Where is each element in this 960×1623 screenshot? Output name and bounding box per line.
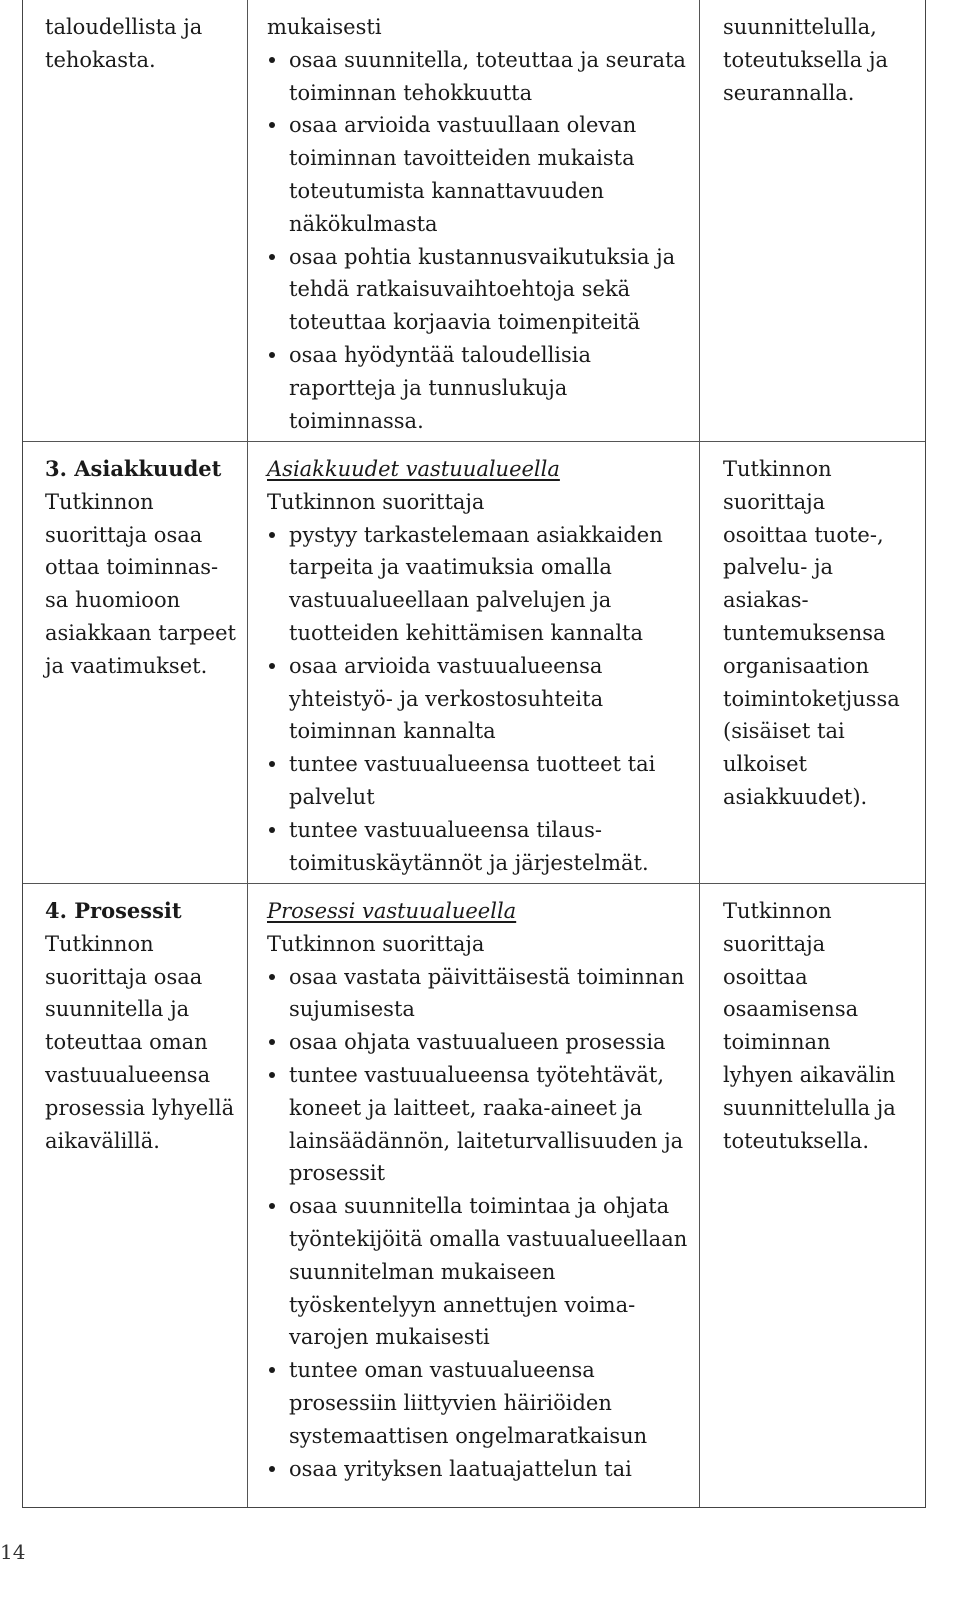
bullet-item [267, 961, 697, 1027]
text-line: Tutkinnon [723, 457, 832, 481]
bullet-text-line: tuntee vastuualueensa tilaus- [289, 817, 603, 842]
row1-col2-bullet-list [267, 44, 697, 438]
competence-table [22, 0, 926, 1508]
row1-col3-cell [723, 11, 923, 109]
bullet-item [267, 814, 697, 880]
bullet-text-line: toiminnan tavoitteiden mukaista [289, 146, 635, 171]
row3-col2-bullet-list [267, 961, 697, 1486]
row3-col2-cell [267, 895, 697, 1485]
column-divider [699, 0, 700, 1507]
text-line: ulkoiset [723, 752, 807, 777]
bullet-text-line: toimituskäytännöt ja järjestelmät. [289, 850, 649, 875]
bullet-text-line: lainsäädännön, laiteturvallisuuden ja [289, 1128, 684, 1153]
bullet-item [267, 1190, 697, 1354]
bullet-text-line: systemaattisen ongelmaratkaisun [289, 1423, 648, 1448]
bullet-item [267, 1453, 697, 1486]
bullet-text-line: raportteja ja tunnuslukuja [289, 375, 568, 400]
row2-col1-text [45, 486, 241, 683]
text-line: Tutkinnon [723, 899, 832, 923]
bullet-text-line: osaa arvioida vastuualueensa [289, 653, 603, 678]
row-divider [23, 883, 925, 884]
section-heading-asiakkuudet: 3. Asiakkuudet [45, 456, 222, 481]
bullet-item [267, 339, 697, 437]
text-line: (sisäiset tai [723, 719, 845, 744]
text-line: asiakkuudet). [723, 784, 868, 809]
bullet-text-line: toiminnan kannalta [289, 719, 496, 744]
bullet-text-line: toteutumista kannattavuuden [289, 178, 604, 203]
text-line: asiakkaan tarpeet [45, 620, 236, 645]
bullet-item [267, 109, 697, 240]
bullet-item [267, 1354, 697, 1452]
bullet-text-line: tuntee vastuualueensa tuotteet tai [289, 752, 656, 777]
text-line: Tutkinnon [45, 489, 154, 514]
bullet-item [267, 650, 697, 748]
text-line: asiakas- [723, 588, 809, 613]
text-line: toteutuksella. [723, 1128, 869, 1153]
bullet-text-line: yhteistyö- ja verkostosuhteita [289, 686, 604, 711]
bullet-text-line: osaa yrityksen laatuajattelun tai [289, 1456, 632, 1481]
section-heading-prosessit: 4. Prosessit [45, 898, 182, 923]
bullet-text-line: työskentelyyn annettujen voima- [289, 1292, 636, 1317]
bullet-item [267, 1059, 697, 1190]
row1-col3-text [723, 11, 923, 109]
text-line: osaamisensa [723, 997, 859, 1022]
bullet-text-line: palvelut [289, 784, 375, 809]
bullet-text-line: osaa ohjata vastuualueen prosessia [289, 1030, 666, 1055]
text-line: suunnitella ja [45, 997, 190, 1022]
text-line: organisaation [723, 653, 870, 678]
bullet-text-line: prosessiin liittyvien häiriöiden [289, 1390, 612, 1415]
row2-col3-cell [723, 453, 923, 814]
text-line: seurannalla. [723, 80, 855, 105]
bullet-text-line: koneet ja laitteet, raaka-aineet ja [289, 1095, 643, 1120]
row1-col2-cell [267, 11, 697, 437]
bullet-text-line: osaa vastata päivittäisestä toiminnan [289, 964, 685, 989]
row3-col3-text [723, 895, 923, 1157]
bullet-text-line: tehdä ratkaisuvaihtoehtoja sekä [289, 277, 631, 302]
bullet-text-line: osaa pohtia kustannusvaikutuksia ja [289, 244, 676, 269]
text-line: toteuttaa oman [45, 1030, 208, 1055]
text-line: vastuualueensa [45, 1062, 211, 1087]
text-line: toimintoketjussa [723, 686, 900, 711]
text-line: suunnittelulla ja [723, 1095, 896, 1120]
text-line: sa huomioon [45, 588, 181, 613]
text-line: suorittaja [723, 489, 826, 514]
bullet-text-line: näkökulmasta [289, 211, 438, 236]
bullet-item [267, 241, 697, 339]
text-line: tehokasta. [45, 47, 156, 72]
row3-col1-cell [45, 895, 241, 1157]
row1-col2-lead [267, 11, 697, 44]
text-line: prosessia lyhyellä [45, 1095, 235, 1120]
bullet-text-line: tuntee oman vastuualueensa [289, 1358, 595, 1383]
bullet-text-line: vastuualueellaan palvelujen ja [289, 588, 612, 613]
column-divider [247, 0, 248, 1507]
row2-col1-cell [45, 453, 241, 683]
bullet-item [267, 748, 697, 814]
bullet-text-line: tuotteiden kehittämisen kannalta [289, 620, 644, 645]
bullet-text-line: työntekijöitä omalla vastuualueellaan [289, 1226, 688, 1251]
row-divider [23, 441, 925, 442]
row1-col1-text [45, 11, 241, 77]
bullet-item [267, 44, 697, 110]
row3-col3-cell [723, 895, 923, 1157]
text-line: Tutkinnon [45, 931, 154, 956]
bullet-text-line: varojen mukaisesti [289, 1325, 490, 1350]
text-line: ja vaatimukset. [45, 653, 208, 678]
subheading-prosessi-vastuualueella: Prosessi vastuualueella [267, 899, 517, 923]
row2-col2-cell [267, 453, 697, 879]
row2-col2-bullet-list [267, 519, 697, 880]
text-line: tuntemuksensa [723, 620, 886, 645]
bullet-item [267, 519, 697, 650]
text-line: toiminnan [723, 1030, 831, 1055]
bullet-text-line: toiminnassa. [289, 408, 424, 433]
text-line: suorittaja [723, 931, 826, 956]
text-line: osoittaa tuote-, [723, 522, 884, 547]
text-line: suorittaja osaa [45, 522, 203, 547]
text-line: osoittaa [723, 964, 808, 989]
text-line: toteutuksella ja [723, 47, 889, 72]
bullet-text-line: toiminnan tehokkuutta [289, 80, 533, 105]
row1-col1-cell [45, 11, 241, 77]
bullet-text-line: toteuttaa korjaavia toimenpiteitä [289, 310, 641, 335]
bullet-text-line: osaa suunnitella, toteuttaa ja seurata [289, 47, 686, 72]
row2-col3-text [723, 453, 923, 814]
bullet-item [267, 1026, 697, 1059]
subheading-asiakkuudet-vastuualueella: Asiakkuudet vastuualueella [267, 457, 560, 481]
page-number: 14 [0, 1540, 26, 1564]
text-line: taloudellista ja [45, 15, 203, 39]
bullet-text-line: sujumisesta [289, 997, 415, 1022]
bullet-text-line: suunnitelman mukaiseen [289, 1259, 556, 1284]
bullet-text-line: prosessit [289, 1161, 386, 1186]
row3-col1-text [45, 928, 241, 1158]
text-line: suorittaja osaa [45, 964, 203, 989]
text-line: lyhyen aikavälin [723, 1062, 896, 1087]
text-line: aikavälillä. [45, 1128, 160, 1153]
text-line: mukaisesti [267, 15, 382, 39]
bullet-text-line: osaa arvioida vastuullaan olevan [289, 113, 637, 138]
bullet-text-line: tarpeita ja vaatimuksia omalla [289, 555, 612, 580]
text-line: suunnittelulla, [723, 15, 877, 39]
bullet-text-line: pystyy tarkastelemaan asiakkaiden [289, 522, 663, 547]
text-line: palvelu- ja [723, 555, 834, 580]
text-line: ottaa toiminnas- [45, 555, 219, 580]
row2-col2-lead: Tutkinnon suorittaja [267, 489, 485, 514]
bullet-text-line: tuntee vastuualueensa työtehtävät, [289, 1062, 665, 1087]
bullet-text-line: osaa hyödyntää taloudellisia [289, 342, 592, 367]
bullet-text-line: osaa suunnitella toimintaa ja ohjata [289, 1194, 670, 1219]
row3-col2-lead: Tutkinnon suorittaja [267, 931, 485, 956]
